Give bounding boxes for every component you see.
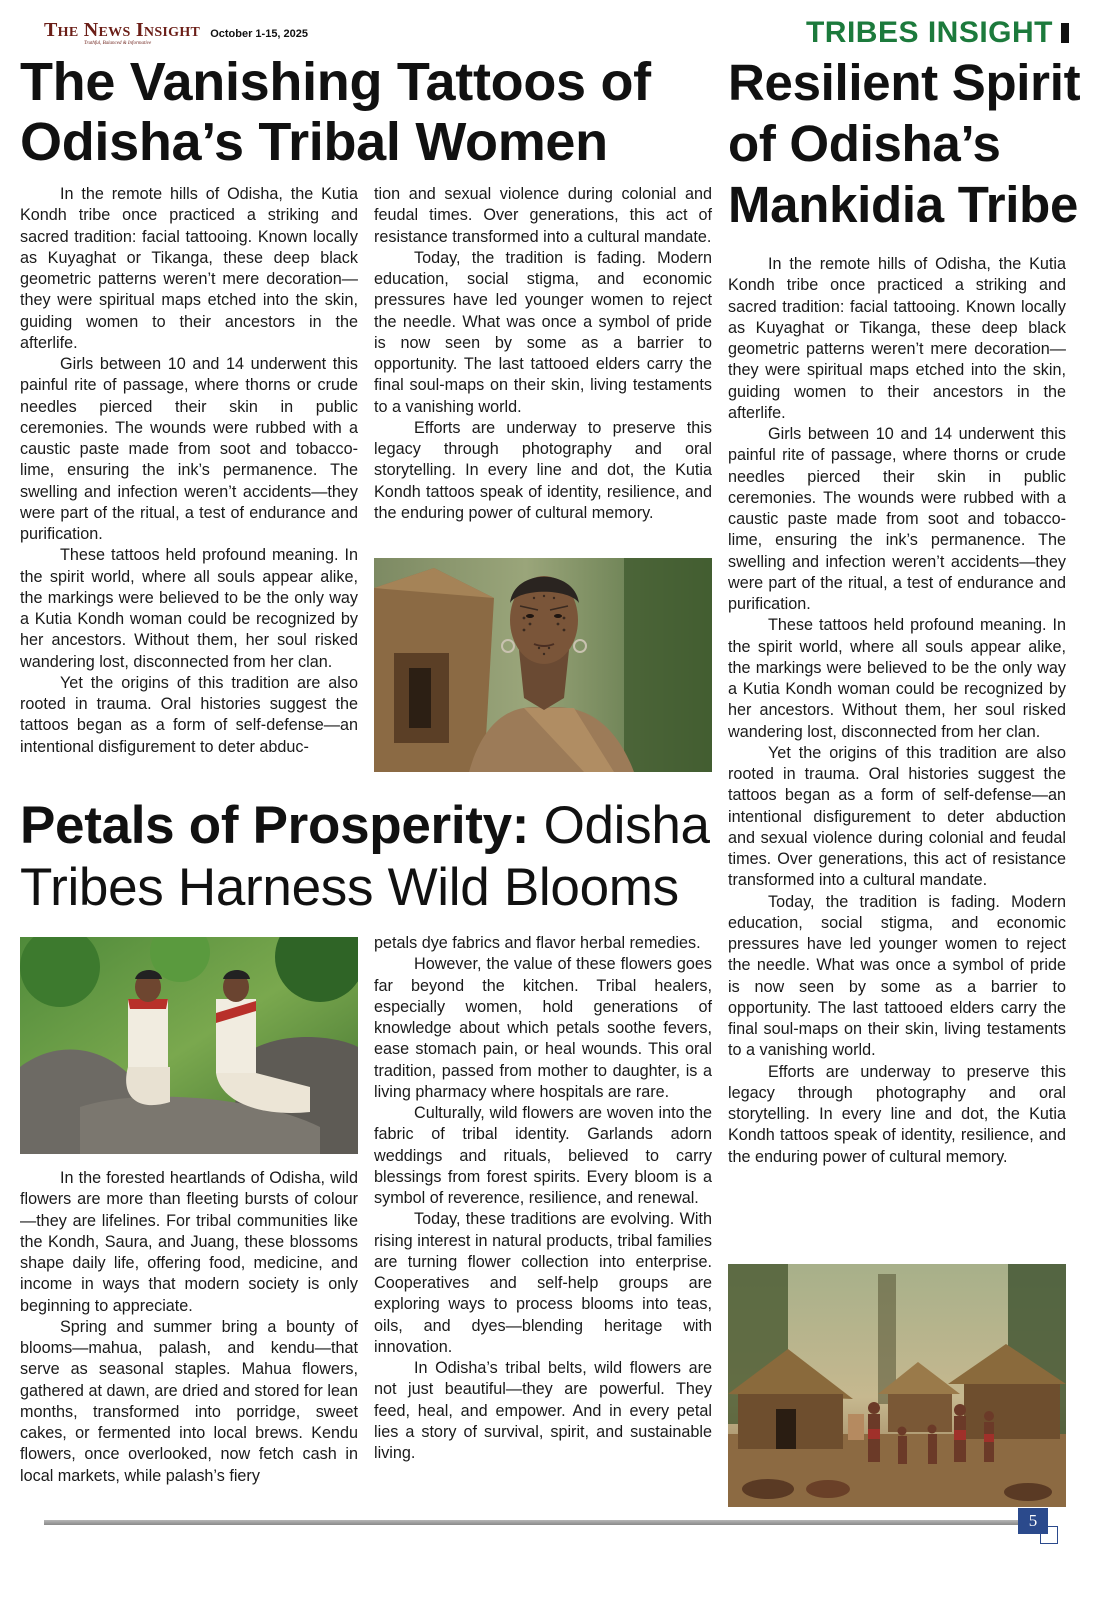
footer-rule (44, 1520, 1019, 1525)
story2-column (728, 254, 1066, 1168)
page-number: 5 (1018, 1508, 1048, 1534)
paragraph: Girls between 10 and 14 underwent this painful rite of passage, where thorns or crude needles pierced their skin in public ceremonies. The wounds were rubbed with a caustic paste made from soot and tobacco-lime, ensuring the ink’s permanence. The swelling and infection weren’t accidents—they were part of the ritual, a test of endurance and purification. (728, 425, 1066, 613)
paragraph: However, the value of these flowers goes far beyond the kitchen. Tribal healers, especially women, hold generations of knowledge about which petals soothe fevers, ease stomach pain, or heal wounds. This oral tradition, passed from mother to daughter, is a living pharmacy where hospitals are rare. (374, 955, 712, 1101)
story3-column-1 (20, 1168, 358, 1487)
story1-column-2 (374, 184, 712, 524)
paragraph: Today, these traditions are evolving. With rising interest in natural products, tribal families are turning flower collection into enterprise. Cooperatives and self-help groups are exploring ways to process blooms into teas, oils, and dyes—blending heritage with innovation. (374, 1210, 712, 1356)
story1-column-1 (20, 184, 358, 782)
paragraph: In Odisha’s tribal belts, wild flowers are not just beautiful—they are powerful. They feed, heal, and empower. And in every petal lies a story of survival, spirit, and sustainable living. (374, 1359, 712, 1462)
tattooed-woman-photo (374, 558, 712, 772)
paragraph-continuation: petals dye fabrics and flavor herbal remedies. (374, 934, 701, 952)
section-marker (1061, 23, 1069, 43)
section-title: TRIBES INSIGHT (805, 16, 1053, 49)
paragraph: In the forested heartlands of Odisha, wild flowers are more than fleeting bursts of colour—they are lifelines. For tribal communities like the Kondh, Saura, and Juang, these blossoms shape daily life, offering food, medicine, and income in ways that modern society is only beginning to appreciate. (20, 1169, 358, 1315)
paragraph: Yet the origins of this tradition are also rooted in trauma. Oral histories suggest the tattoos began as a form of self-defense—an intentional disfigurement to deter abduction and sexual violence during colonial and feudal times. Over generations, this act of resistance transformed into a cultural mandate. (728, 743, 1066, 890)
story3-column-2 (374, 933, 712, 1464)
logo-tagline: Truthful, Balanced & Informative (84, 41, 152, 46)
paragraph: Today, the tradition is fading. Modern education, social stigma, and economic pressures have led younger women to reject the needle. What was once a symbol of pride is now seen by some as a barrier to opportunity. The last tattooed elders carry the final soul-maps on their skin, living testaments to a vanishing world. (374, 248, 712, 416)
issue-date: October 1-15, 2025 (210, 28, 309, 40)
story2-headline: Resilient Spirit of Odisha’s Mankidia Tribe (728, 54, 1081, 234)
section-label (806, 16, 1069, 50)
tribal-women-photo (20, 937, 358, 1154)
tribal-village-photo (728, 1264, 1066, 1507)
story3-headline-bold: Petals of Prosperity: (20, 796, 530, 855)
paragraph: Spring and summer bring a bounty of blooms—mahua, palash, and kendu—that serve as seasonal staples. Mahua flowers, gathered at dawn, are dried and stored for lean months, transformed into porridge, sweet cakes, or fermented into local brews. Kendu flowers, once overlooked, now fetch cash in local markets, while palash’s fiery (20, 1317, 358, 1485)
paragraph: Culturally, wild flowers are woven into the fabric of tribal identity. Garlands adorn weddings and rituals, believed to carry blessings from forest spirits. Every bloom is a symbol of reverence, resilience, and renewal. (374, 1104, 712, 1207)
paragraph: These tattoos held profound meaning. In the spirit world, where all souls appear alike, the markings were believed to be the only way a Kutia Kondh woman could be recognized by her ancestors. Without them, her soul risked wandering lost, disconnected from her clan. (728, 616, 1066, 741)
logo-name: The News Insight (44, 19, 201, 41)
story1-headline: The Vanishing Tattoos of Odisha’s Tribal Women (20, 52, 651, 173)
paragraph: Girls between 10 and 14 underwent this painful rite of passage, where thorns or crude needles pierced their skin in public ceremonies. The wounds were rubbed with a caustic paste made from soot and tobacco-lime, ensuring the ink’s permanence. The swelling and infection weren’t accidents—they were part of the ritual, a test of endurance and purification. (20, 355, 358, 543)
paragraph: Efforts are underway to preserve this legacy through photography and oral storytelling. In every line and dot, the Kutia Kondh tattoos speak of identity, resilience, and the enduring power of cultural memory. (728, 1062, 1066, 1166)
story3-headline (20, 795, 720, 919)
paragraph: Today, the tradition is fading. Modern education, social stigma, and economic pressures have led younger women to reject the needle. What was once a symbol of pride is now seen by some as a barrier to opportunity. The last tattooed elders carry the final soul-maps on their skin, living testaments to a vanishing world. (728, 892, 1066, 1060)
paragraph: In the remote hills of Odisha, the Kutia Kondh tribe once practiced a striking and sacred tradition: facial tattooing. Known locally as Kuyaghat or Tikanga, these deep black geometric patterns weren’t mere decoration—they were spiritual maps etched into the skin, guiding women to their ancestors in the afterlife. (728, 255, 1066, 422)
paragraph: Efforts are underway to preserve this legacy through photography and oral storytelling. In every line and dot, the Kutia Kondh tattoos speak of identity, resilience, and the enduring power of cultural memory. (374, 418, 712, 522)
story3-headline-light: Odisha Tribes Harness Wild Blooms (20, 796, 710, 917)
paragraph: These tattoos held profound meaning. In the spirit world, where all souls appear alike, the markings were believed to be the only way a Kutia Kondh woman could be recognized by her ancestors. Without them, her soul risked wandering lost, disconnected from her clan. (20, 546, 358, 671)
masthead (44, 20, 308, 46)
paragraph: In the remote hills of Odisha, the Kutia Kondh tribe once practiced a striking and sacred tradition: facial tattooing. Known locally as Kuyaghat or Tikanga, these deep black geometric patterns weren’t mere decoration—they were spiritual maps etched into the skin, guiding women to their ancestors in the afterlife. (20, 185, 358, 352)
publication-logo (44, 20, 200, 46)
paragraph: Yet the origins of this tradition are also rooted in trauma. Oral histories suggest the tattoos began as a form of self-defense—an intentional disfigurement to deter abduc- (20, 673, 358, 756)
paragraph-continuation: tion and sexual violence during colonial and feudal times. Over generations, this act of resistance transformed into a cultural mandate. (374, 185, 712, 246)
